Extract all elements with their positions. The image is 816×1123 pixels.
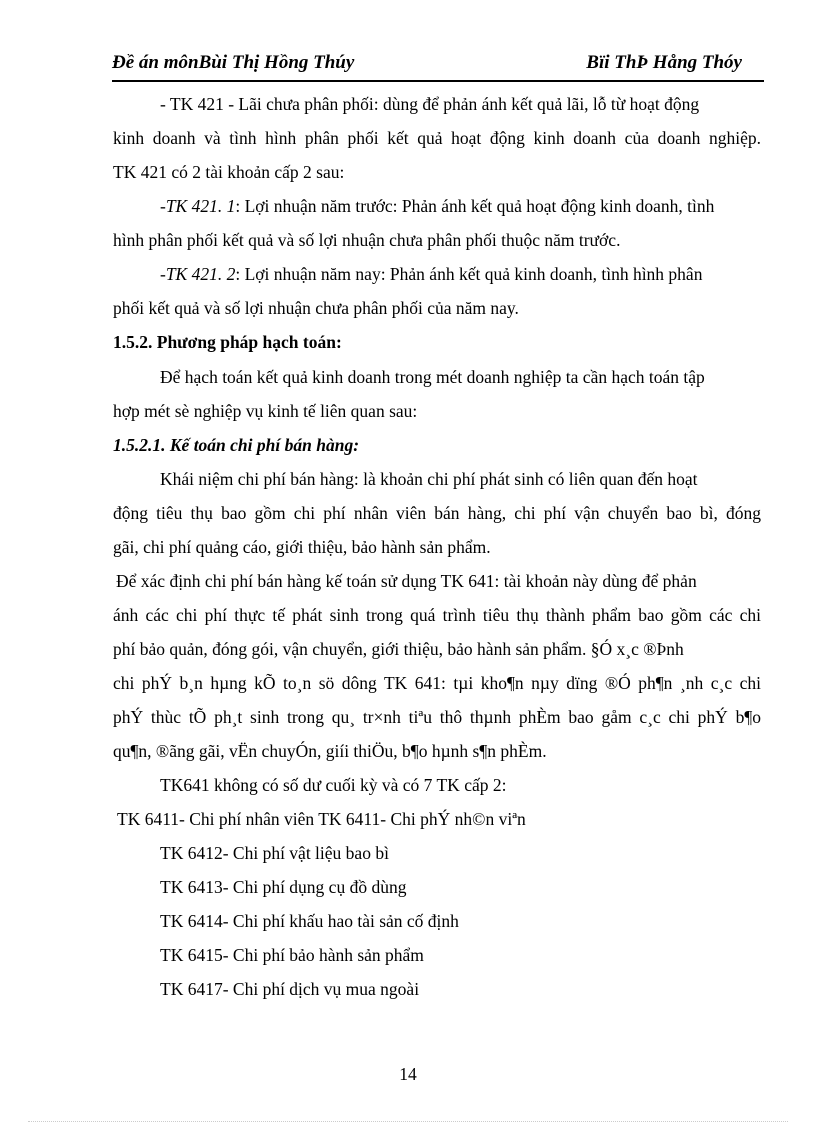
line-rest: : Lợi nhuận năm trước: Phản ánh kết quả hoạt động kinh doanh, tình	[235, 196, 715, 216]
text-line: ánh các chi phí thực tế phát sinh trong quá trình tiêu thụ thành phẩm bao gồm các chi	[113, 605, 761, 625]
account-list-item: TK 6411- Chi phí nhân viên TK 6411- Chi phÝ nh©n viªn	[117, 809, 526, 829]
text-line	[160, 195, 714, 217]
account-list-item: TK 6415- Chi phí bảo hành sản phẩm	[160, 945, 424, 965]
text-line: TK641 không có số dư cuối kỳ và có 7 TK cấp 2:	[160, 775, 507, 795]
account-list-item: TK 6413- Chi phí dụng cụ đồ dùng	[160, 877, 407, 897]
line-prefix: -	[160, 264, 166, 284]
text-line	[160, 263, 702, 285]
text-line: TK 421 có 2 tài khoản cấp 2 sau:	[113, 162, 345, 182]
text-line: Khái niệm chi phí bán hàng: là khoản chi phí phát sinh có liên quan đến hoạt	[160, 469, 698, 489]
text-line: - TK 421 - Lãi chưa phân phối: dùng để phản ánh kết quả lãi, lỗ từ hoạt động	[160, 94, 700, 114]
page-header	[112, 50, 764, 82]
header-right: Bïi ThÞ Hång Thóy	[586, 52, 742, 73]
text-line: phối kết quả và số lợi nhuận chưa phân phối của năm nay.	[113, 298, 519, 318]
text-line: phí bảo quản, đóng gói, vận chuyển, giới thiệu, bảo hành sản phẩm. §Ó x¸c ®Þnh	[113, 639, 684, 659]
text-line: qu¶n, ®ãng gãi, vËn chuyÓn, giíi thiÖu, b¶o hµnh s¶n phÈm.	[113, 741, 547, 761]
text-line: phÝ thùc tÕ ph¸t sinh trong qu¸ tr×nh tiªu thô thµnh phÈm bao gåm c¸c chi phÝ b¶o	[113, 707, 761, 727]
text-line: Để hạch toán kết quả kinh doanh trong mét doanh nghiệp ta cần hạch toán tập	[160, 367, 705, 387]
account-list-item: TK 6417- Chi phí dịch vụ mua ngoài	[160, 979, 420, 999]
text-line: kinh doanh và tình hình phân phối kết quả hoạt động kinh doanh của doanh nghiệp.	[113, 128, 761, 148]
page-bottom-divider	[28, 1121, 788, 1122]
text-line: Để xác định chi phí bán hàng kế toán sử dụng TK 641: tài khoản này dùng để phản	[116, 571, 697, 591]
section-heading: 1.5.2. Phương pháp hạch toán:	[113, 332, 342, 352]
account-list-item: TK 6412- Chi phí vật liệu bao bì	[160, 843, 389, 863]
header-left: Đề án mônBùi Thị Hồng Thúy	[112, 52, 355, 73]
text-line: động tiêu thụ bao gồm chi phí nhân viên bán hàng, chi phí vận chuyển bao bì, đóng	[113, 503, 761, 523]
page-number: 14	[399, 1064, 417, 1084]
subsection-heading: 1.5.2.1. Kế toán chi phí bán hàng:	[113, 435, 360, 455]
account-code: TK 421. 2	[165, 264, 236, 284]
line-rest: : Lợi nhuận năm nay: Phản ánh kết quả kinh doanh, tình hình phân	[235, 264, 703, 284]
text-line: hình phân phối kết quả và số lợi nhuận chưa phân phối thuộc năm trước.	[113, 230, 621, 250]
text-line: gãi, chi phí quảng cáo, giới thiệu, bảo hành sản phẩm.	[113, 537, 491, 557]
account-code: TK 421. 1	[165, 196, 236, 216]
line-prefix: -	[160, 196, 166, 216]
text-line: chi phÝ b¸n hµng kÕ to¸n sö dông TK 641: tµi kho¶n nµy dïng ®Ó ph¶n ¸nh c¸c chi	[113, 673, 761, 693]
text-line: hợp mét sè nghiệp vụ kinh tế liên quan sau:	[113, 401, 418, 421]
account-list-item: TK 6414- Chi phí khấu hao tài sản cố định	[160, 911, 459, 931]
